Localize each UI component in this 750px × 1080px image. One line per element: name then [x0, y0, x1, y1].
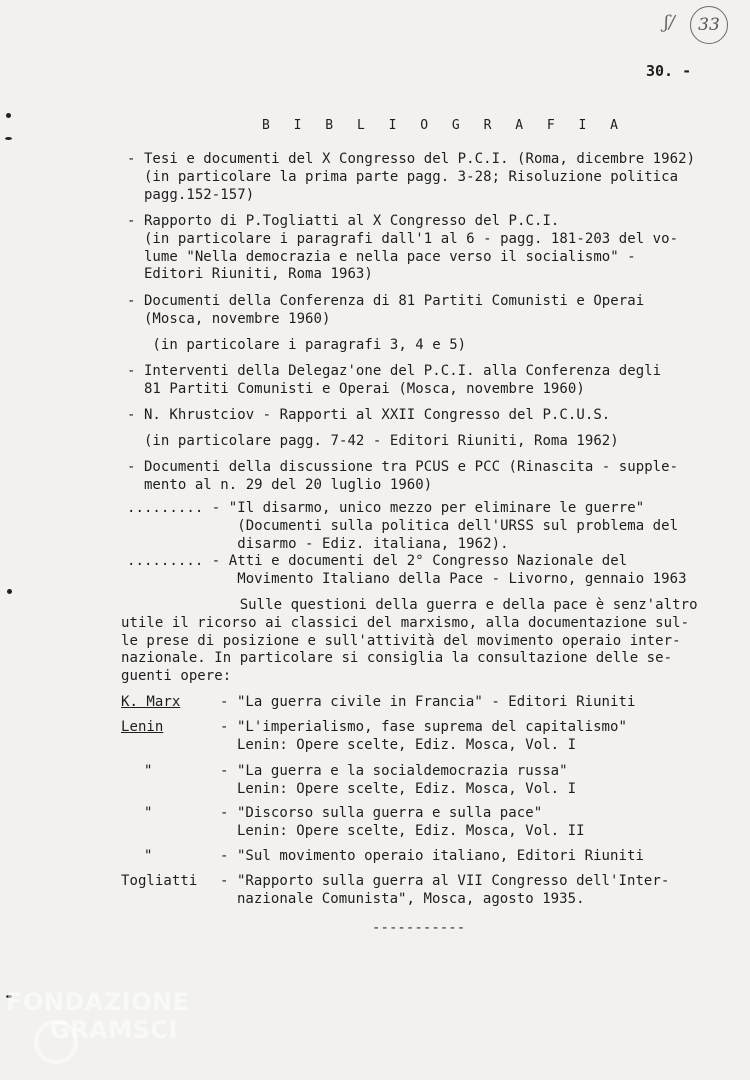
- bibliography-entry-line: - Interventi della Delegaz'one del P.C.I. alla Conferenza degli: [127, 363, 662, 379]
- work-title-line: - "Discorso sulla guerra e sulla pace": [220, 805, 543, 821]
- bibliography-entry-line: - Rapporto di P.Togliatti al X Congresso del P.C.I.: [127, 213, 560, 229]
- work-author: ": [144, 763, 153, 779]
- bibliography-entry-line: (in particolare la prima parte pagg. 3-28; Risoluzione politica: [127, 169, 679, 185]
- bibliography-entry-line: - Tesi e documenti del X Congresso del P.C.I. (Roma, dicembre 1962): [127, 151, 696, 167]
- work-title-line: - "Rapporto sulla guerra al VII Congresso dell'Inter-: [220, 873, 670, 889]
- bibliography-entry-line: pagg.152-157): [127, 187, 255, 203]
- work-title-line: - "La guerra civile in Francia" - Editori Riuniti: [220, 694, 636, 710]
- work-title-line: - "L'imperialismo, fase suprema del capitalismo": [220, 719, 627, 735]
- page-title: B I B L I O G R A F I A: [262, 118, 627, 133]
- pencil-mark-icon: ʃ/: [664, 12, 675, 33]
- work-author: ": [144, 848, 153, 864]
- page-number: 30. -: [646, 62, 692, 80]
- bibliography-entry-line: 81 Partiti Comunisti e Operai (Mosca, novembre 1960): [127, 381, 585, 397]
- bibliography-entry-line: Movimento Italiano della Pace - Livorno, gennaio 1963: [127, 571, 687, 587]
- work-author: K. Marx: [121, 694, 181, 710]
- work-title-line: Lenin: Opere scelte, Ediz. Mosca, Vol. II: [220, 823, 585, 839]
- bibliography-entry-line: (in particolare i paragrafi 3, 4 e 5): [127, 337, 467, 353]
- bibliography-entry-line: (in particolare i paragrafi dall'1 al 6 - pagg. 181-203 del vo-: [127, 231, 679, 247]
- punch-hole-icon: [6, 113, 11, 118]
- watermark-line: GRAMSCI: [50, 1016, 178, 1044]
- paragraph-line: utile il ricorso ai classici del marxismo, alla documentazione sul-: [121, 615, 690, 631]
- bibliography-entry-line: Editori Riuniti, Roma 1963): [127, 266, 373, 282]
- paragraph-line: Sulle questioni della guerra e della pace è senz'altro: [121, 597, 698, 613]
- work-author: Lenin: [121, 719, 164, 735]
- work-title-line: - "Sul movimento operaio italiano, Editori Riuniti: [220, 848, 644, 864]
- end-separator: -----------: [372, 920, 466, 936]
- bibliography-entry-line: lume "Nella democrazia e nella pace verso il socialismo" -: [127, 249, 636, 265]
- paragraph-line: nazionale. In particolare si consiglia la consultazione delle se-: [121, 650, 673, 666]
- bibliography-entry-line: (Documenti sulla politica dell'URSS sul problema del: [127, 518, 679, 534]
- bibliography-entry-line: ......... - Atti e documenti del 2° Congresso Nazionale del: [127, 553, 628, 569]
- punch-hole-icon: [7, 589, 12, 594]
- bibliography-entry-line: - N. Khrustciov - Rapporti al XXII Congresso del P.C.U.S.: [127, 407, 611, 423]
- watermark: [6, 988, 206, 1044]
- work-title-line: Lenin: Opere scelte, Ediz. Mosca, Vol. I: [220, 737, 577, 753]
- work-author: ": [144, 805, 153, 821]
- work-title-line: nazionale Comunista", Mosca, agosto 1935.: [220, 891, 585, 907]
- punch-hole-icon: [5, 137, 12, 140]
- handwritten-page-annotation: 33: [690, 6, 728, 44]
- bibliography-entry-line: (Mosca, novembre 1960): [127, 311, 331, 327]
- work-title-line: Lenin: Opere scelte, Ediz. Mosca, Vol. I: [220, 781, 577, 797]
- bibliography-entry-line: - Documenti della discussione tra PCUS e PCC (Rinascita - supple-: [127, 459, 679, 475]
- paragraph-line: guenti opere:: [121, 668, 232, 684]
- bibliography-entry-line: mento al n. 29 del 20 luglio 1960): [127, 477, 433, 493]
- bibliography-entry-line: disarmo - Ediz. italiana, 1962).: [127, 536, 509, 552]
- bibliography-entry-line: ......... - "Il disarmo, unico mezzo per eliminare le guerre": [127, 500, 645, 516]
- watermark-line: FONDAZIONE: [6, 988, 190, 1016]
- bibliography-entry-line: (in particolare pagg. 7-42 - Editori Riuniti, Roma 1962): [127, 433, 619, 449]
- bibliography-entry-line: - Documenti della Conferenza di 81 Partiti Comunisti e Operai: [127, 293, 645, 309]
- work-title-line: - "La guerra e la socialdemocrazia russa": [220, 763, 568, 779]
- work-author: Togliatti: [121, 873, 198, 889]
- paragraph-line: le prese di posizione e sull'attività del movimento operaio inter-: [121, 633, 681, 649]
